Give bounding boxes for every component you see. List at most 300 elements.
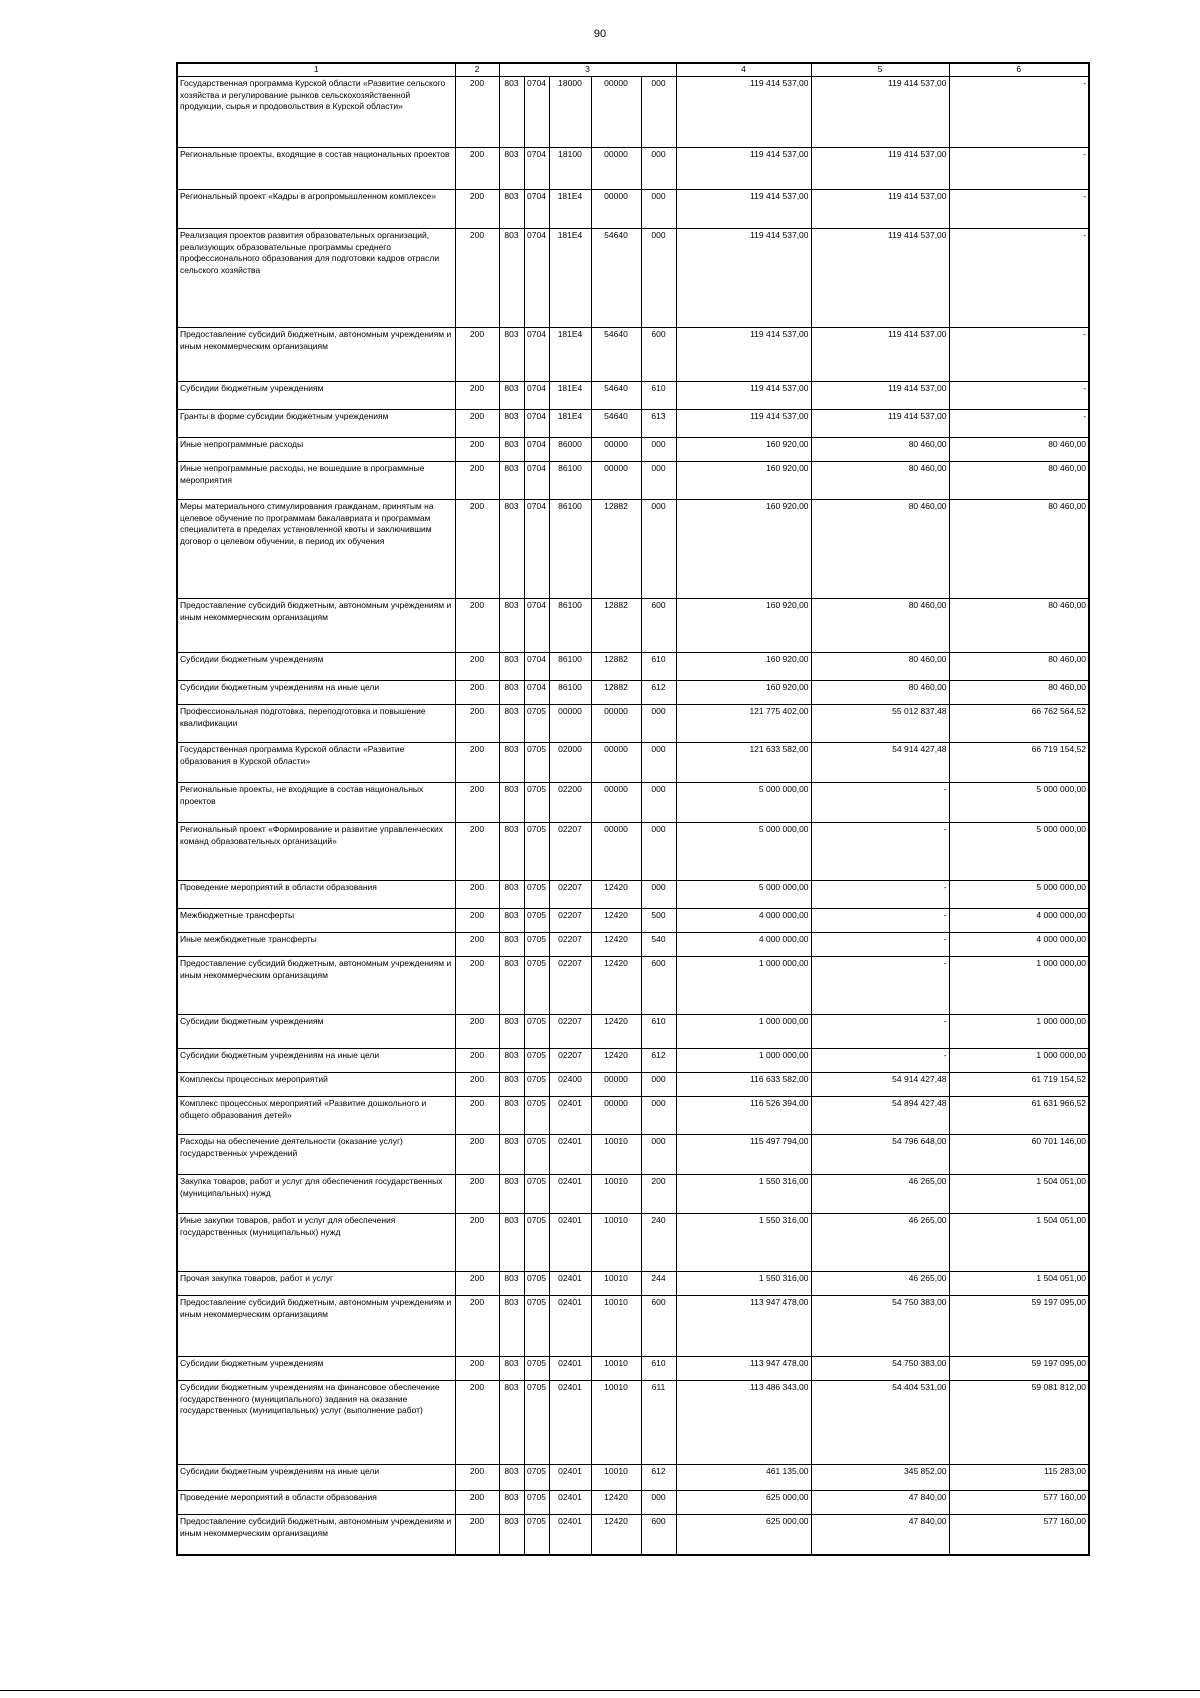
- row-name: Закупка товаров, работ и услуг для обеспечения государственных (муниципальных) нужд: [177, 1175, 455, 1214]
- row-code-b: 0704: [524, 148, 549, 190]
- row-code-d: 00000: [591, 148, 641, 190]
- row-code-d: 10010: [591, 1465, 641, 1491]
- row-name: Реализация проектов развития образовательных организаций, реализующих образовательные программы среднего профессионального образования для подготовки кадров отрасли сельского хозяйства: [177, 229, 455, 328]
- row-code-b: 0705: [524, 957, 549, 1015]
- row-code-b: 0705: [524, 1015, 549, 1049]
- row-code-e: 600: [641, 599, 676, 653]
- page-bottom-rule: [0, 1690, 1200, 1691]
- row-code-b: 0705: [524, 705, 549, 743]
- row-value-4: 1 000 000,00: [676, 1015, 811, 1049]
- row-code-e: 000: [641, 783, 676, 823]
- row-code-c: 181E4: [549, 190, 591, 229]
- row-code-e: 000: [641, 1073, 676, 1097]
- row-code-a: 803: [499, 438, 524, 462]
- row-code-e: 244: [641, 1272, 676, 1296]
- row-code-c: 02207: [549, 957, 591, 1015]
- row-code-c: 02200: [549, 783, 591, 823]
- row-code-e: 600: [641, 1515, 676, 1555]
- row-name: Проведение мероприятий в области образования: [177, 1491, 455, 1515]
- row-col2: 200: [455, 1175, 499, 1214]
- row-col2: 200: [455, 1465, 499, 1491]
- table-row: [177, 783, 1089, 823]
- row-code-a: 803: [499, 382, 524, 410]
- table-row: [177, 705, 1089, 743]
- row-value-6: 577 160,00: [949, 1491, 1089, 1515]
- row-code-e: 540: [641, 933, 676, 957]
- row-value-6: -: [949, 229, 1089, 328]
- row-col2: 200: [455, 462, 499, 500]
- row-value-5: 54 914 427,48: [811, 743, 949, 783]
- row-value-5: 54 914 427,48: [811, 1073, 949, 1097]
- row-value-6: 80 460,00: [949, 500, 1089, 599]
- header-col-4: 4: [676, 63, 811, 77]
- row-code-d: 12420: [591, 1049, 641, 1073]
- row-code-a: 803: [499, 190, 524, 229]
- row-code-d: 10010: [591, 1381, 641, 1465]
- row-code-a: 803: [499, 410, 524, 438]
- row-code-c: 18000: [549, 77, 591, 148]
- row-value-6: 80 460,00: [949, 653, 1089, 681]
- row-col2: 200: [455, 599, 499, 653]
- row-name: Предоставление субсидий бюджетным, автономным учреждениям и иным некоммерческим организациям: [177, 599, 455, 653]
- row-code-b: 0704: [524, 599, 549, 653]
- header-col-6: 6: [949, 63, 1089, 77]
- table-row: [177, 1381, 1089, 1465]
- row-value-4: 119 414 537,00: [676, 410, 811, 438]
- row-code-c: 02401: [549, 1175, 591, 1214]
- row-col2: 200: [455, 1015, 499, 1049]
- row-code-c: 181E4: [549, 229, 591, 328]
- row-value-4: 116 633 582,00: [676, 1073, 811, 1097]
- row-code-b: 0705: [524, 1465, 549, 1491]
- row-col2: 200: [455, 1357, 499, 1381]
- row-code-a: 803: [499, 653, 524, 681]
- row-value-4: 119 414 537,00: [676, 77, 811, 148]
- row-value-4: 113 947 478,00: [676, 1357, 811, 1381]
- row-code-d: 10010: [591, 1175, 641, 1214]
- row-code-c: 02400: [549, 1073, 591, 1097]
- row-name: Иные непрограммные расходы, не вошедшие в программные мероприятия: [177, 462, 455, 500]
- row-code-e: 000: [641, 705, 676, 743]
- row-value-5: 80 460,00: [811, 681, 949, 705]
- row-value-6: -: [949, 382, 1089, 410]
- row-value-4: 116 526 394,00: [676, 1097, 811, 1135]
- row-col2: 200: [455, 909, 499, 933]
- table-body: [177, 77, 1089, 1555]
- row-value-6: 60 701 146,00: [949, 1135, 1089, 1175]
- table-row: [177, 462, 1089, 500]
- row-code-d: 12420: [591, 909, 641, 933]
- row-col2: 200: [455, 1049, 499, 1073]
- row-name: Профессиональная подготовка, переподготовка и повышение квалификации: [177, 705, 455, 743]
- row-code-c: 02401: [549, 1515, 591, 1555]
- row-code-d: 00000: [591, 743, 641, 783]
- row-code-d: 10010: [591, 1296, 641, 1357]
- row-col2: 200: [455, 681, 499, 705]
- row-col2: 200: [455, 1296, 499, 1357]
- budget-table-wrapper: [176, 62, 1088, 1556]
- row-code-d: 12882: [591, 653, 641, 681]
- row-code-b: 0705: [524, 783, 549, 823]
- row-value-6: 61 719 154,52: [949, 1073, 1089, 1097]
- row-code-c: 02401: [549, 1296, 591, 1357]
- row-value-5: 47 840,00: [811, 1515, 949, 1555]
- row-code-e: 000: [641, 500, 676, 599]
- row-name: Меры материального стимулирования гражданам, принятым на целевое обучение по программам бакалавриата и программам специалитета в пределах установленной квоты и заключившим договор о целевом обучении, в период их обучения: [177, 500, 455, 599]
- row-value-5: 119 414 537,00: [811, 328, 949, 382]
- row-code-b: 0705: [524, 881, 549, 909]
- row-code-e: 610: [641, 382, 676, 410]
- row-name: Субсидии бюджетным учреждениям: [177, 653, 455, 681]
- row-col2: 200: [455, 1491, 499, 1515]
- row-value-6: 4 000 000,00: [949, 933, 1089, 957]
- row-name: Предоставление субсидий бюджетным, автономным учреждениям и иным некоммерческим организациям: [177, 328, 455, 382]
- page-number: 90: [593, 28, 607, 40]
- row-value-4: 119 414 537,00: [676, 382, 811, 410]
- row-value-6: 80 460,00: [949, 599, 1089, 653]
- row-value-5: 119 414 537,00: [811, 410, 949, 438]
- row-value-6: -: [949, 148, 1089, 190]
- row-value-5: -: [811, 783, 949, 823]
- row-name: Субсидии бюджетным учреждениям на иные цели: [177, 681, 455, 705]
- row-value-4: 115 497 794,00: [676, 1135, 811, 1175]
- row-code-c: 02401: [549, 1491, 591, 1515]
- row-code-b: 0704: [524, 438, 549, 462]
- row-code-c: 02207: [549, 881, 591, 909]
- row-value-5: 46 265,00: [811, 1272, 949, 1296]
- header-col-3: 3: [499, 63, 676, 77]
- row-value-4: 1 550 316,00: [676, 1175, 811, 1214]
- row-value-6: 5 000 000,00: [949, 823, 1089, 881]
- row-code-a: 803: [499, 328, 524, 382]
- row-code-c: 02207: [549, 1049, 591, 1073]
- row-code-b: 0704: [524, 190, 549, 229]
- row-code-c: 02000: [549, 743, 591, 783]
- row-code-c: 86000: [549, 438, 591, 462]
- row-value-4: 160 920,00: [676, 653, 811, 681]
- row-code-d: 54640: [591, 382, 641, 410]
- row-code-d: 10010: [591, 1135, 641, 1175]
- row-code-d: 10010: [591, 1214, 641, 1272]
- row-code-a: 803: [499, 881, 524, 909]
- row-col2: 200: [455, 410, 499, 438]
- row-col2: 200: [455, 823, 499, 881]
- row-code-e: 600: [641, 1296, 676, 1357]
- row-name: Иные непрограммные расходы: [177, 438, 455, 462]
- row-code-c: 02401: [549, 1272, 591, 1296]
- row-col2: 200: [455, 1214, 499, 1272]
- row-value-5: 54 750 383,00: [811, 1357, 949, 1381]
- row-value-4: 119 414 537,00: [676, 190, 811, 229]
- row-code-e: 000: [641, 438, 676, 462]
- table-row: [177, 1135, 1089, 1175]
- row-value-4: 160 920,00: [676, 500, 811, 599]
- row-code-e: 240: [641, 1214, 676, 1272]
- table-row: [177, 382, 1089, 410]
- row-name: Субсидии бюджетным учреждениям на иные цели: [177, 1049, 455, 1073]
- row-code-c: 00000: [549, 705, 591, 743]
- row-value-5: 47 840,00: [811, 1491, 949, 1515]
- row-code-a: 803: [499, 823, 524, 881]
- row-col2: 200: [455, 653, 499, 681]
- row-code-d: 12882: [591, 599, 641, 653]
- row-value-5: -: [811, 933, 949, 957]
- row-code-a: 803: [499, 500, 524, 599]
- row-code-b: 0704: [524, 382, 549, 410]
- row-value-5: 55 012 837,48: [811, 705, 949, 743]
- row-value-6: 80 460,00: [949, 681, 1089, 705]
- row-code-a: 803: [499, 1214, 524, 1272]
- row-code-d: 12420: [591, 1491, 641, 1515]
- header-col-2: 2: [455, 63, 499, 77]
- row-code-b: 0704: [524, 229, 549, 328]
- row-code-d: 12882: [591, 500, 641, 599]
- table-row: [177, 500, 1089, 599]
- row-name: Предоставление субсидий бюджетным, автономным учреждениям и иным некоммерческим организациям: [177, 1515, 455, 1555]
- row-code-d: 12420: [591, 933, 641, 957]
- row-code-d: 12882: [591, 681, 641, 705]
- row-code-c: 181E4: [549, 410, 591, 438]
- table-row: [177, 743, 1089, 783]
- row-code-b: 0705: [524, 909, 549, 933]
- row-code-a: 803: [499, 957, 524, 1015]
- row-code-d: 00000: [591, 823, 641, 881]
- row-value-6: 80 460,00: [949, 438, 1089, 462]
- table-row: [177, 653, 1089, 681]
- row-value-4: 160 920,00: [676, 681, 811, 705]
- row-code-e: 600: [641, 957, 676, 1015]
- row-value-4: 5 000 000,00: [676, 783, 811, 823]
- header-col-1: 1: [177, 63, 455, 77]
- row-code-a: 803: [499, 1175, 524, 1214]
- row-value-6: -: [949, 328, 1089, 382]
- row-value-4: 121 775 402,00: [676, 705, 811, 743]
- row-code-b: 0705: [524, 1357, 549, 1381]
- row-name: Субсидии бюджетным учреждениям на иные цели: [177, 1465, 455, 1491]
- row-value-5: 54 796 648,00: [811, 1135, 949, 1175]
- row-code-a: 803: [499, 1491, 524, 1515]
- row-code-e: 000: [641, 1097, 676, 1135]
- row-code-b: 0705: [524, 1097, 549, 1135]
- row-code-e: 613: [641, 410, 676, 438]
- row-code-b: 0705: [524, 1272, 549, 1296]
- table-row: [177, 599, 1089, 653]
- row-code-e: 000: [641, 148, 676, 190]
- row-code-c: 86100: [549, 462, 591, 500]
- row-code-a: 803: [499, 1135, 524, 1175]
- row-code-a: 803: [499, 599, 524, 653]
- row-code-b: 0705: [524, 1491, 549, 1515]
- row-col2: 200: [455, 933, 499, 957]
- row-code-a: 803: [499, 1073, 524, 1097]
- row-value-4: 119 414 537,00: [676, 148, 811, 190]
- row-code-a: 803: [499, 743, 524, 783]
- row-code-a: 803: [499, 909, 524, 933]
- row-code-e: 000: [641, 462, 676, 500]
- row-value-6: 66 719 154,52: [949, 743, 1089, 783]
- row-value-6: 1 504 051,00: [949, 1272, 1089, 1296]
- table-row: [177, 1465, 1089, 1491]
- row-col2: 200: [455, 881, 499, 909]
- table-row: [177, 328, 1089, 382]
- row-value-4: 119 414 537,00: [676, 229, 811, 328]
- row-code-c: 02207: [549, 1015, 591, 1049]
- row-name: Гранты в форме субсидии бюджетным учреждениям: [177, 410, 455, 438]
- row-value-4: 625 000,00: [676, 1491, 811, 1515]
- row-code-e: 000: [641, 743, 676, 783]
- row-value-6: -: [949, 77, 1089, 148]
- row-code-d: 10010: [591, 1357, 641, 1381]
- row-code-a: 803: [499, 1015, 524, 1049]
- row-code-d: 00000: [591, 77, 641, 148]
- table-row: [177, 1073, 1089, 1097]
- row-code-b: 0704: [524, 681, 549, 705]
- row-value-4: 160 920,00: [676, 599, 811, 653]
- row-code-c: 181E4: [549, 382, 591, 410]
- row-code-d: 12420: [591, 1015, 641, 1049]
- row-code-e: 610: [641, 1015, 676, 1049]
- row-code-a: 803: [499, 681, 524, 705]
- row-code-a: 803: [499, 1465, 524, 1491]
- budget-table: [176, 62, 1090, 1556]
- header-col-5: 5: [811, 63, 949, 77]
- row-code-b: 0704: [524, 328, 549, 382]
- row-code-c: 181E4: [549, 328, 591, 382]
- row-value-4: 113 486 343,00: [676, 1381, 811, 1465]
- row-value-6: -: [949, 410, 1089, 438]
- row-name: Региональный проект «Формирование и развитие управленческих команд образовательных организаций»: [177, 823, 455, 881]
- row-value-5: 119 414 537,00: [811, 229, 949, 328]
- row-value-6: 1 000 000,00: [949, 1049, 1089, 1073]
- table-row: [177, 1357, 1089, 1381]
- row-code-a: 803: [499, 1515, 524, 1555]
- row-code-e: 000: [641, 823, 676, 881]
- table-row: [177, 410, 1089, 438]
- row-col2: 200: [455, 1135, 499, 1175]
- row-name: Предоставление субсидий бюджетным, автономным учреждениям и иным некоммерческим организациям: [177, 1296, 455, 1357]
- row-value-4: 5 000 000,00: [676, 823, 811, 881]
- row-code-c: 86100: [549, 500, 591, 599]
- table-row: [177, 1049, 1089, 1073]
- row-code-d: 00000: [591, 1097, 641, 1135]
- row-col2: 200: [455, 77, 499, 148]
- row-code-c: 86100: [549, 599, 591, 653]
- table-row: [177, 881, 1089, 909]
- row-value-4: 160 920,00: [676, 438, 811, 462]
- row-value-4: 1 000 000,00: [676, 1049, 811, 1073]
- row-code-d: 00000: [591, 1073, 641, 1097]
- row-code-c: 02401: [549, 1357, 591, 1381]
- row-code-a: 803: [499, 77, 524, 148]
- row-code-b: 0704: [524, 653, 549, 681]
- row-col2: 200: [455, 1097, 499, 1135]
- row-code-e: 612: [641, 1465, 676, 1491]
- row-code-d: 54640: [591, 410, 641, 438]
- row-code-b: 0705: [524, 1515, 549, 1555]
- row-code-b: 0705: [524, 823, 549, 881]
- row-value-5: 46 265,00: [811, 1175, 949, 1214]
- row-code-b: 0705: [524, 1073, 549, 1097]
- row-code-b: 0705: [524, 1214, 549, 1272]
- row-code-a: 803: [499, 148, 524, 190]
- row-col2: 200: [455, 148, 499, 190]
- row-name: Иные межбюджетные трансферты: [177, 933, 455, 957]
- row-value-5: -: [811, 1015, 949, 1049]
- row-value-5: -: [811, 881, 949, 909]
- table-row: [177, 823, 1089, 881]
- row-code-e: 000: [641, 229, 676, 328]
- row-code-b: 0704: [524, 77, 549, 148]
- row-code-d: 12420: [591, 881, 641, 909]
- row-value-5: 80 460,00: [811, 599, 949, 653]
- row-value-4: 1 000 000,00: [676, 957, 811, 1015]
- row-code-d: 00000: [591, 462, 641, 500]
- row-code-e: 000: [641, 77, 676, 148]
- row-value-5: -: [811, 909, 949, 933]
- row-code-e: 000: [641, 881, 676, 909]
- row-value-4: 5 000 000,00: [676, 881, 811, 909]
- row-value-5: 119 414 537,00: [811, 190, 949, 229]
- row-code-a: 803: [499, 705, 524, 743]
- row-value-4: 1 550 316,00: [676, 1272, 811, 1296]
- row-code-e: 610: [641, 1357, 676, 1381]
- row-col2: 200: [455, 229, 499, 328]
- row-name: Прочая закупка товаров, работ и услуг: [177, 1272, 455, 1296]
- row-value-4: 4 000 000,00: [676, 933, 811, 957]
- table-row: [177, 190, 1089, 229]
- row-name: Субсидии бюджетным учреждениям: [177, 1015, 455, 1049]
- row-value-6: 4 000 000,00: [949, 909, 1089, 933]
- row-col2: 200: [455, 705, 499, 743]
- row-code-e: 612: [641, 681, 676, 705]
- row-value-5: 46 265,00: [811, 1214, 949, 1272]
- row-code-c: 86100: [549, 681, 591, 705]
- row-value-5: -: [811, 1049, 949, 1073]
- row-value-5: 80 460,00: [811, 462, 949, 500]
- row-code-c: 02401: [549, 1135, 591, 1175]
- table-row: [177, 1214, 1089, 1272]
- row-col2: 200: [455, 328, 499, 382]
- row-code-d: 54640: [591, 229, 641, 328]
- row-code-c: 18100: [549, 148, 591, 190]
- row-value-5: -: [811, 957, 949, 1015]
- row-name: Субсидии бюджетным учреждениям: [177, 382, 455, 410]
- row-value-4: 625 000,00: [676, 1515, 811, 1555]
- row-name: Субсидии бюджетным учреждениям: [177, 1357, 455, 1381]
- row-value-6: 5 000 000,00: [949, 783, 1089, 823]
- row-col2: 200: [455, 438, 499, 462]
- row-name: Региональные проекты, не входящие в состав национальных проектов: [177, 783, 455, 823]
- header-row: [177, 63, 1089, 77]
- row-code-c: 86100: [549, 653, 591, 681]
- table-row: [177, 1515, 1089, 1555]
- row-name: Межбюджетные трансферты: [177, 909, 455, 933]
- table-row: [177, 1015, 1089, 1049]
- row-code-d: 00000: [591, 705, 641, 743]
- table-row: [177, 1296, 1089, 1357]
- row-value-6: 59 081 812,00: [949, 1381, 1089, 1465]
- row-code-d: 10010: [591, 1272, 641, 1296]
- row-code-b: 0705: [524, 933, 549, 957]
- row-value-5: -: [811, 823, 949, 881]
- row-value-4: 119 414 537,00: [676, 328, 811, 382]
- row-value-6: 5 000 000,00: [949, 881, 1089, 909]
- row-code-e: 611: [641, 1381, 676, 1465]
- row-code-d: 00000: [591, 438, 641, 462]
- row-code-b: 0705: [524, 743, 549, 783]
- row-code-b: 0704: [524, 500, 549, 599]
- table-row: [177, 909, 1089, 933]
